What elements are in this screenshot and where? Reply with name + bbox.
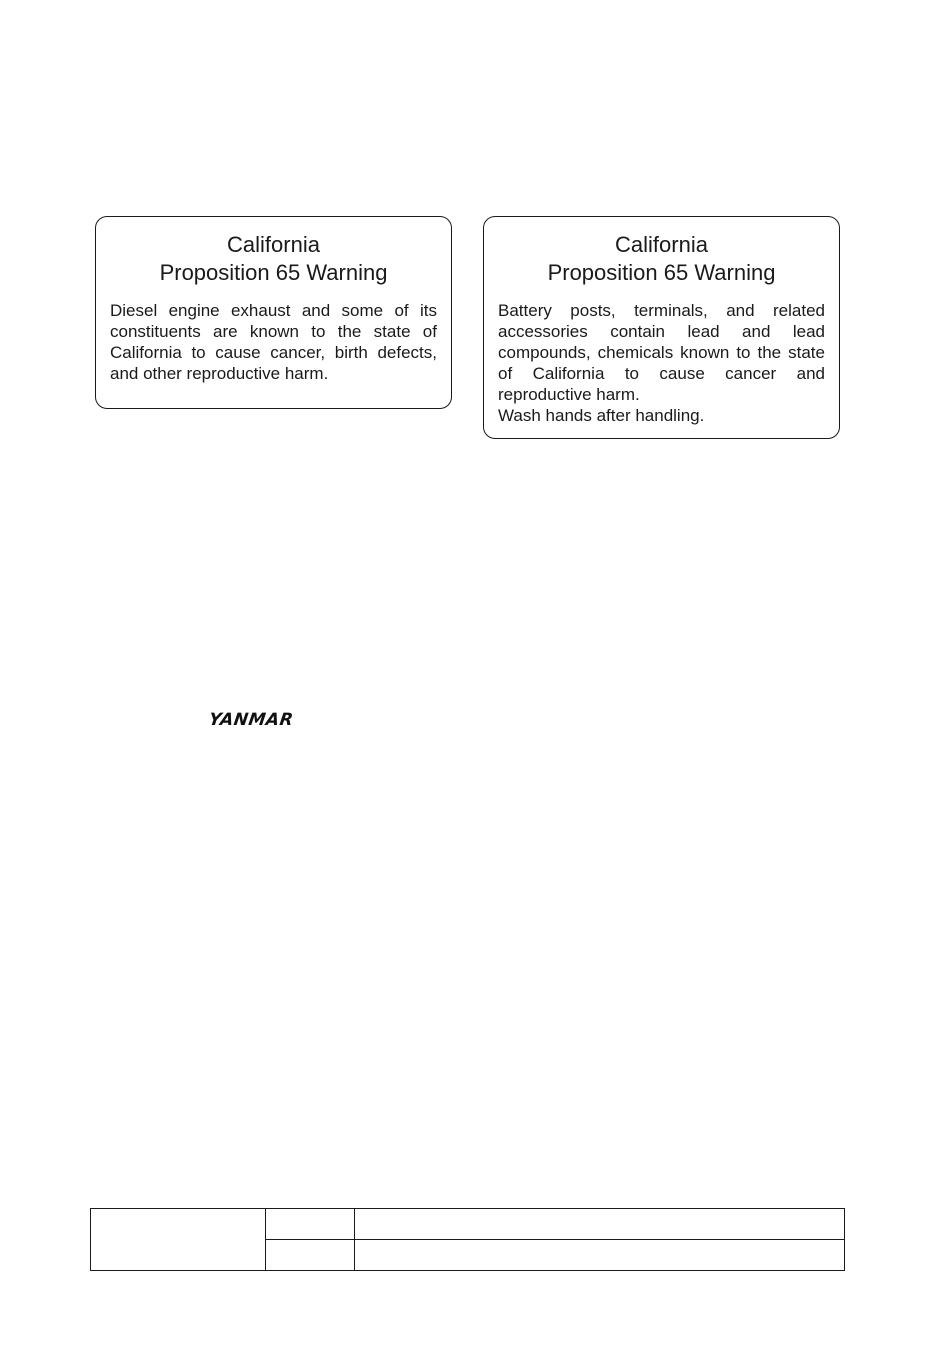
yanmar-logo: YANMAR xyxy=(207,710,295,730)
warning-title xyxy=(110,231,437,287)
table-cell xyxy=(266,1240,355,1271)
warning-title-line2: Proposition 65 Warning xyxy=(159,260,388,285)
table-cell-merged xyxy=(91,1209,266,1271)
warning-instruction: Wash hands after handling. xyxy=(498,406,705,425)
document-info-table xyxy=(90,1208,845,1271)
warning-title-line2: Proposition 65 Warning xyxy=(547,260,776,285)
warning-title-line1: California xyxy=(227,232,320,257)
prop65-warning-battery xyxy=(483,216,840,439)
warning-title-line1: California xyxy=(615,232,708,257)
table-cell xyxy=(355,1240,845,1271)
warning-body xyxy=(498,300,825,426)
table-cell xyxy=(266,1209,355,1240)
warning-title xyxy=(498,231,825,287)
warning-body xyxy=(110,300,437,384)
prop65-warning-exhaust xyxy=(95,216,452,409)
warning-text: Diesel engine exhaust and some of its constituents are known to the state of California to cause cancer, birth defects, and other reproductive harm. xyxy=(110,301,437,383)
warning-text: Battery posts, terminals, and related accessories contain lead and lead compounds, chemicals known to the state of California to cause cancer and reproductive harm. xyxy=(498,301,825,404)
table-row xyxy=(91,1209,845,1240)
table-cell xyxy=(355,1209,845,1240)
